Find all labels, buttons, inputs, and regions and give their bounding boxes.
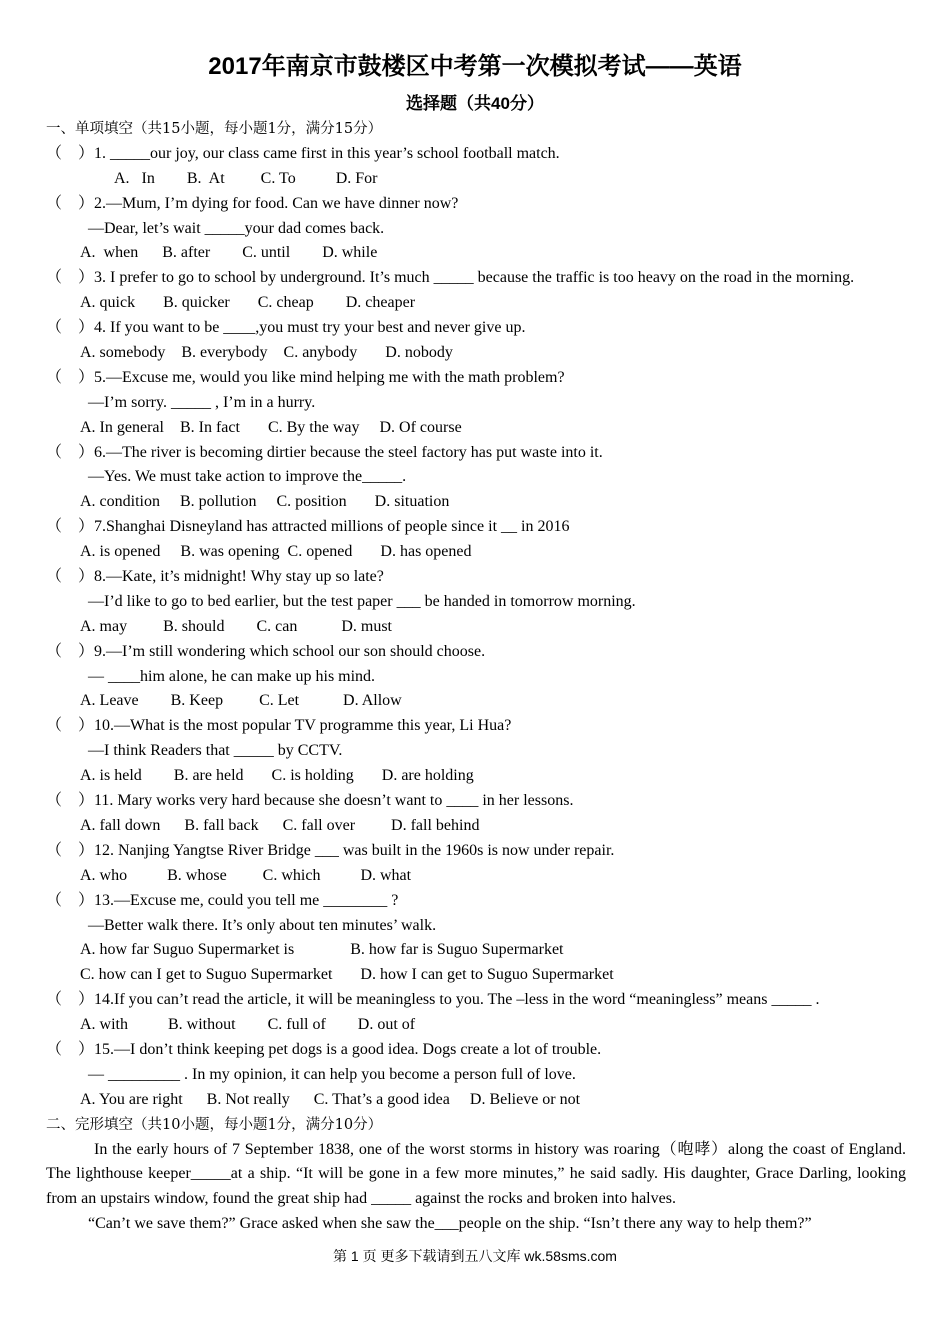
options-3: A. quick B. quicker C. cheap D. cheaper [80, 294, 416, 312]
options-11: A. fall down B. fall back C. fall over D. fall behind [80, 816, 480, 834]
dialogue-10: —I think Readers that _____ by CCTV. [88, 742, 343, 760]
section-heading-1: 一、单项填空（共15小题，每小题1分，满分15分） [46, 121, 383, 137]
section-heading-2: 二、完形填空（共10小题，每小题1分，满分10分） [46, 1116, 383, 1133]
options-7: A. is opened B. was opening C. opened D. has opened [80, 543, 472, 561]
passage-paragraph-2: “Can’t we save them?” Grace asked when she saw the___people on the ship. “Isn’t there any way to help them?” [88, 1215, 812, 1233]
question-5: （ ）5.—Excuse me, would you like mind helping me with the math problem? [46, 368, 565, 386]
passage-paragraph-1: In the early hours of 7 September 1838, one of the worst storms in history was roaring（咆哮）along the coast of England. The lighthouse keeper_____at a ship. “It will be gone in a few more minutes,” he said sadly. His daughter, Grace Darling, looking from an upstairs window, found the great ship had _____ against the rocks and broken into halves. [46, 1140, 906, 1208]
options-13b: C. how can I get to Suguo Supermarket D. how I can get to Suguo Supermarket [80, 966, 614, 984]
options-8: A. may B. should C. can D. must [80, 617, 392, 635]
section-subtitle: 选择题（共40分） [406, 94, 544, 113]
question-9: （ ）9.—I’m still wondering which school our son should choose. [46, 642, 486, 660]
dialogue-2: —Dear, let’s wait _____your dad comes back. [88, 219, 385, 237]
dialogue-8: —I’d like to go to bed earlier, but the test paper ___ be handed in tomorrow morning. [88, 592, 636, 610]
options-6: A. condition B. pollution C. position D. situation [80, 493, 450, 511]
question-15: （ ）15.—I don’t think keeping pet dogs is a good idea. Dogs create a lot of trouble. [46, 1040, 602, 1058]
question-8: （ ）8.—Kate, it’s midnight! Why stay up so late? [46, 568, 384, 586]
options-10: A. is held B. are held C. is holding D. are holding [80, 767, 474, 785]
options-9: A. Leave B. Keep C. Let D. Allow [80, 692, 402, 710]
options-12: A. who B. whose C. which D. what [80, 866, 412, 884]
page-footer: 第 1 页 更多下载请到五八文库 wk.58sms.com [333, 1248, 617, 1264]
options-1: A. In B. At C. To D. For [114, 169, 378, 187]
question-2: （ ）2.—Mum, I’m dying for food. Can we have dinner now? [46, 194, 459, 212]
options-15: A. You are right B. Not really C. That’s a good idea D. Believe or not [80, 1090, 581, 1108]
question-14: （ ）14.If you can’t read the article, it will be meaningless to you. The –less in the word “meaningless” means _____ . [46, 991, 820, 1009]
options-2: A. when B. after C. until D. while [80, 244, 378, 262]
question-13: （ ）13.—Excuse me, could you tell me ________ ? [46, 891, 399, 909]
dialogue-15: — _________ . In my opinion, it can help you become a person full of love. [88, 1065, 576, 1083]
question-7: （ ）7.Shanghai Disneyland has attracted millions of people since it __ in 2016 [46, 518, 570, 536]
question-11: （ ）11. Mary works very hard because she doesn’t want to ____ in her lessons. [46, 792, 574, 810]
question-1: （ ）1. _____our joy, our class came first in this year’s school football match. [46, 144, 560, 162]
page-title: 2017年南京市鼓楼区中考第一次模拟考试——英语 [208, 53, 742, 80]
options-13a: A. how far Suguo Supermarket is B. how far is Suguo Supermarket [80, 941, 564, 959]
question-4: （ ）4. If you want to be ____,you must try your best and never give up. [46, 319, 526, 337]
question-12: （ ）12. Nanjing Yangtse River Bridge ___ was built in the 1960s is now under repair. [46, 841, 615, 859]
dialogue-6: —Yes. We must take action to improve the_____. [88, 468, 407, 486]
exam-content [46, 117, 906, 1237]
options-5: A. In general B. In fact C. By the way D. Of course [80, 418, 462, 436]
question-6: （ ）6.—The river is becoming dirtier because the steel factory has put waste into it. [46, 443, 603, 461]
dialogue-5: —I’m sorry. _____ , I’m in a hurry. [88, 393, 316, 411]
question-10: （ ）10.—What is the most popular TV programme this year, Li Hua? [46, 717, 512, 735]
dialogue-13: —Better walk there. It’s only about ten minutes’ walk. [88, 916, 437, 934]
options-14: A. with B. without C. full of D. out of [80, 1016, 416, 1034]
options-4: A. somebody B. everybody C. anybody D. nobody [80, 344, 453, 362]
dialogue-9: — ____him alone, he can make up his mind. [88, 667, 376, 685]
question-3: （ ）3. I prefer to go to school by underground. It’s much _____ because the traffic is too heavy on the road in the morning. [46, 269, 855, 287]
